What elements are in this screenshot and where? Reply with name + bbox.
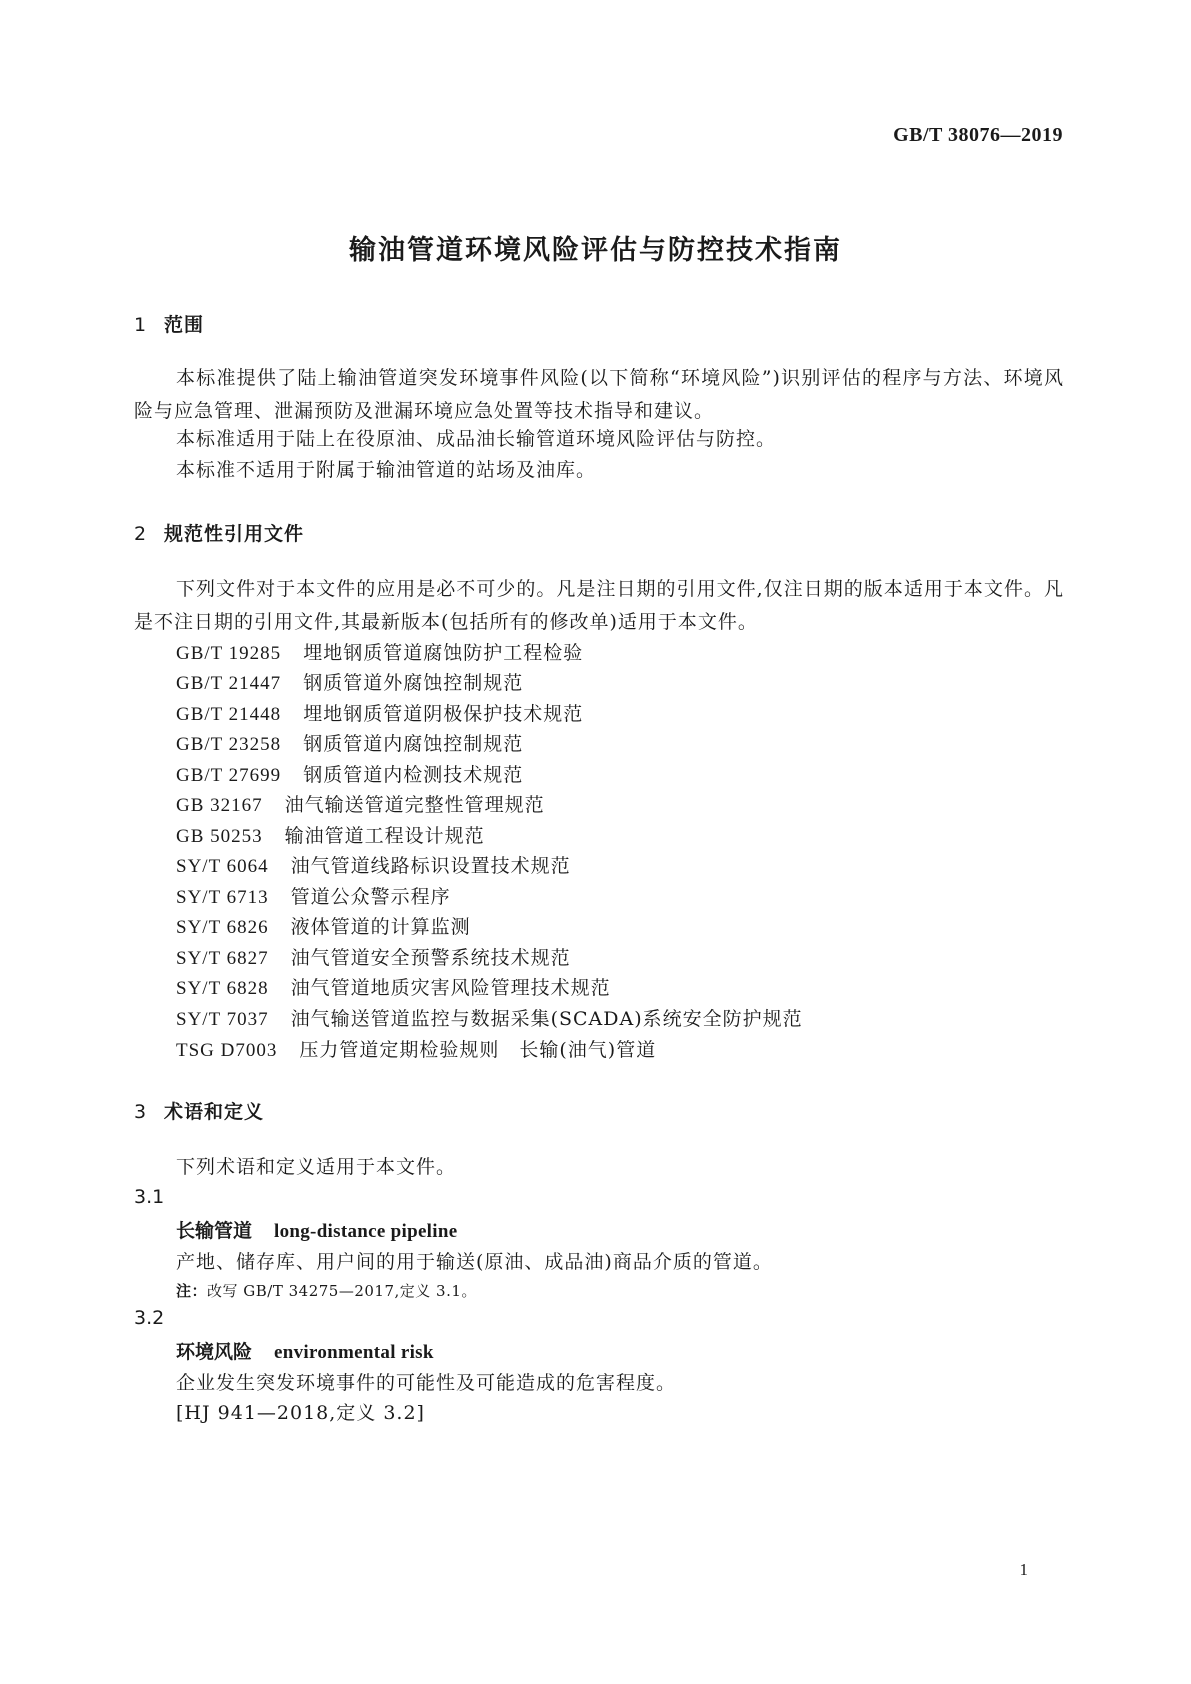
reference-code: SY/T 6713	[176, 887, 269, 908]
reference-code: GB 50253	[176, 826, 263, 847]
section-1-paragraph-1: 本标准提供了陆上输油管道突发环境事件风险(以下简称“环境风险”)识别评估的程序与方法、环境风险与应急管理、泄漏预防及泄漏环境应急处置等技术指导和建议。	[134, 367, 1064, 422]
reference-code: SY/T 7037	[176, 1009, 269, 1030]
reference-title: 油气管道地质灾害风险管理技术规范	[290, 977, 611, 999]
term-3-2-source: [HJ 941—2018,定义 3.2]	[176, 1402, 425, 1424]
section-1-number: 1	[134, 314, 148, 336]
reference-item	[176, 882, 451, 909]
reference-code: GB/T 21448	[176, 704, 282, 725]
page-number: 1	[1019, 1560, 1028, 1579]
reference-item	[176, 851, 571, 878]
reference-item	[176, 790, 545, 817]
reference-item	[176, 973, 611, 1000]
reference-item	[176, 699, 583, 726]
section-3-intro: 下列术语和定义适用于本文件。	[176, 1156, 457, 1178]
section-3-number: 3	[134, 1101, 148, 1123]
reference-code: GB/T 21447	[176, 673, 282, 694]
reference-title: 压力管道定期检验规则 长输(油气)管道	[299, 1039, 657, 1061]
reference-item	[176, 638, 583, 665]
reference-title: 钢质管道内腐蚀控制规范	[303, 733, 524, 755]
reference-code: GB 32167	[176, 795, 263, 816]
reference-title: 埋地钢质管道阴极保护技术规范	[303, 703, 584, 725]
reference-code: TSG D7003	[176, 1040, 278, 1061]
reference-item	[176, 729, 523, 756]
reference-code: SY/T 6828	[176, 978, 269, 999]
reference-item	[176, 943, 571, 970]
reference-item	[176, 1004, 803, 1031]
term-3-2	[176, 1337, 434, 1364]
reference-code: SY/T 6826	[176, 917, 269, 938]
reference-title: 液体管道的计算监测	[290, 916, 471, 938]
term-3-2-definition: 企业发生突发环境事件的可能性及可能造成的危害程度。	[176, 1372, 677, 1394]
term-3-1-definition: 产地、储存库、用户间的用于输送(原油、成品油)商品介质的管道。	[176, 1251, 773, 1273]
section-2-heading	[134, 519, 304, 546]
section-1-title: 范围	[164, 314, 205, 336]
reference-code: GB/T 19285	[176, 643, 282, 664]
section-1-paragraph-2: 本标准适用于陆上在役原油、成品油长输管道环境风险评估与防控。	[176, 428, 777, 450]
section-3-title: 术语和定义	[164, 1101, 265, 1123]
term-en: environmental risk	[274, 1342, 434, 1363]
term-zh: 环境风险	[176, 1341, 253, 1363]
note-label: 注：	[176, 1282, 208, 1300]
reference-title: 油气输送管道完整性管理规范	[284, 794, 545, 816]
standard-code: GB/T 38076—2019	[893, 124, 1063, 146]
section-1-heading	[134, 310, 204, 337]
reference-code: SY/T 6064	[176, 856, 269, 877]
reference-code: GB/T 27699	[176, 765, 282, 786]
reference-code: GB/T 23258	[176, 734, 282, 755]
section-2-title: 规范性引用文件	[164, 523, 305, 545]
term-en: long-distance pipeline	[274, 1221, 458, 1242]
reference-title: 油气输送管道监控与数据采集(SCADA)系统安全防护规范	[290, 1008, 803, 1030]
clause-3-2-number: 3.2	[134, 1307, 165, 1329]
reference-title: 油气管道线路标识设置技术规范	[290, 855, 571, 877]
reference-title: 油气管道安全预警系统技术规范	[290, 947, 571, 969]
reference-item	[176, 912, 471, 939]
reference-title: 输油管道工程设计规范	[284, 825, 485, 847]
clause-3-1-number: 3.1	[134, 1186, 165, 1208]
reference-item	[176, 760, 523, 787]
section-2-intro: 下列文件对于本文件的应用是必不可少的。凡是注日期的引用文件,仅注日期的版本适用于本文件。凡是不注日期的引用文件,其最新版本(包括所有的修改单)适用于本文件。	[134, 578, 1064, 633]
document-title: 输油管道环境风险评估与防控技术指南	[349, 235, 842, 266]
reference-title: 钢质管道外腐蚀控制规范	[303, 672, 524, 694]
section-2-number: 2	[134, 523, 148, 545]
section-3-heading	[134, 1097, 264, 1124]
reference-item	[176, 821, 485, 848]
reference-title: 钢质管道内检测技术规范	[303, 764, 524, 786]
section-1-paragraph-3: 本标准不适用于附属于输油管道的站场及油库。	[176, 459, 597, 481]
reference-title: 埋地钢质管道腐蚀防护工程检验	[303, 642, 584, 664]
term-3-1-note	[176, 1280, 477, 1301]
reference-code: SY/T 6827	[176, 948, 269, 969]
term-zh: 长输管道	[176, 1220, 253, 1242]
reference-item	[176, 668, 523, 695]
term-3-1	[176, 1216, 457, 1243]
reference-item	[176, 1035, 656, 1062]
note-text: 改写 GB/T 34275—2017,定义 3.1。	[207, 1282, 477, 1300]
reference-title: 管道公众警示程序	[290, 886, 451, 908]
